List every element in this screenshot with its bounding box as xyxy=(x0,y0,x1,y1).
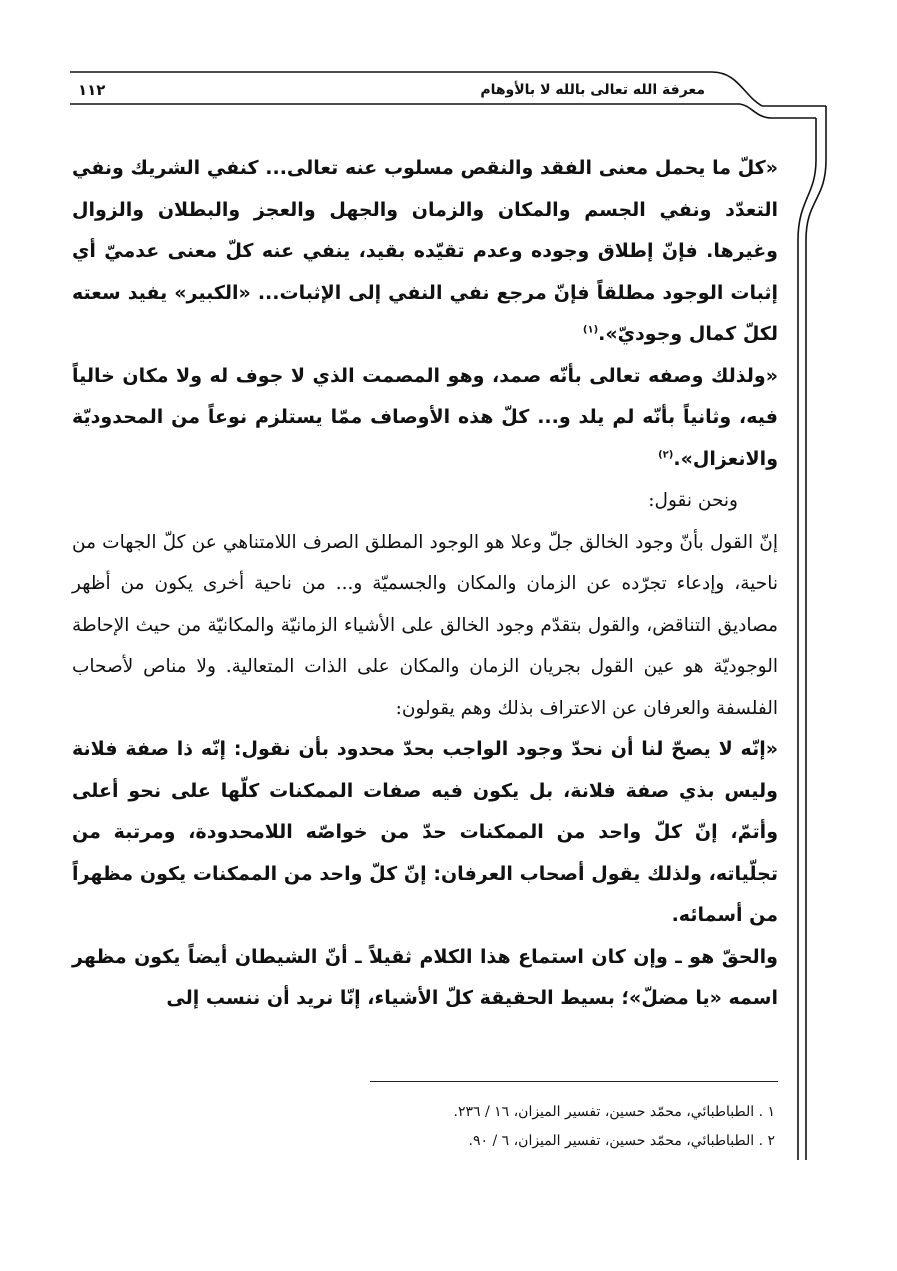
footnote-1: ١ . الطباطبائي، محمّد حسين، تفسير الميزان، ١٦ / ٢٣٦. xyxy=(453,1104,775,1120)
footnote-ref-1: (١) xyxy=(582,324,599,336)
footnote-2: ٢ . الطباطبائي، محمّد حسين، تفسير الميزان، ٦ / ٩٠. xyxy=(468,1133,775,1149)
quote-paragraph-3: «إنّه لا يصحّ لنا أن نحدّ وجود الواجب بحدّ محدود بأن نقول: إنّه ذا صفة فلانة وليس بذي صفة فلانة، بل يكون فيه صفات الممكنات كلّها على نحو أعلى وأتمّ، إنّ كلّ واحد من الممكنات حدّ من خواصّه اللامحدودة، ومرتبة من تجلّياته، ولذلك يقول أصحاب العرفان: إنّ كلّ واحد من الممكنات يكون مظهراً من أسمائه. xyxy=(72,738,778,926)
quote-paragraph-4: والحقّ هو ـ وإن كان استماع هذا الكلام ثقيلاً ـ أنّ الشيطان أيضاً يكون مظهر اسمه «يا مضلّ»؛ بسيط الحقيقة كلّ الأشياء، إنّا نريد أن ننسب إلى xyxy=(72,945,778,1009)
argument-paragraph: إنّ القول بأنّ وجود الخالق جلّ وعلا هو الوجود المطلق الصرف اللامتناهي عن كلّ الجهات من ناحية، وإدعاء تجرّده عن الزمان والمكان والجسميّة و... من ناحية أخرى يكون من أظهر مصاديق التناقض، والقول بتقدّم وجود الخالق على الأشياء الزمانيّة والمكانيّة من حيث الإحاطة الوجوديّة هو عين القول بجريان الزمان والمكان على الذات المتعالية. ولا مناص لأصحاب الفلسفة والعرفان عن الاعتراف بذلك وهم يقولون: xyxy=(72,531,778,719)
running-title: معرفة الله تعالى بالله لا بالأوهام xyxy=(480,82,705,98)
frame-outer-right xyxy=(806,106,826,1160)
footnote-separator xyxy=(370,1081,778,1082)
we-say-line: ونحن نقول: xyxy=(648,490,738,511)
quote-1-text: «كلّ ما يحمل معنى الفقد والنقص مسلوب عنه تعالى... كنفي الشريك ونفي التعدّد ونفي الجسم والمكان والزمان والجهل والعجز والبطلان والزوال وغيرها. فإنّ إطلاق وجوده وعدم تقيّده بقيد، ينفي عنه كلّ معنى عدميّ أي إثبات الوجود مطلقاً فإنّ مرجع نفي النفي إلى الإثبات... «الكبير» يفيد سعته لكلّ كمال وجوديّ». xyxy=(72,157,778,345)
footnote-ref-2: (٢) xyxy=(658,449,674,461)
footnotes xyxy=(454,1098,776,1156)
page-number: ١١٢ xyxy=(78,81,106,99)
quote-2-text: «ولذلك وصفه تعالى بأنّه صمد، وهو المصمت الذي لا جوف له ولا مكان خالياً فيه، وثانياً بأنّه لم يلد و... كلّ هذه الأوصاف ممّا يستلزم نوعاً من المحدوديّة والانعزال». xyxy=(72,364,778,470)
quote-paragraph-2 xyxy=(72,356,778,481)
frame-inner-right xyxy=(798,118,816,1160)
header-corner-curve xyxy=(712,72,762,106)
quote-paragraph-1 xyxy=(72,148,778,356)
main-text xyxy=(72,148,778,1020)
